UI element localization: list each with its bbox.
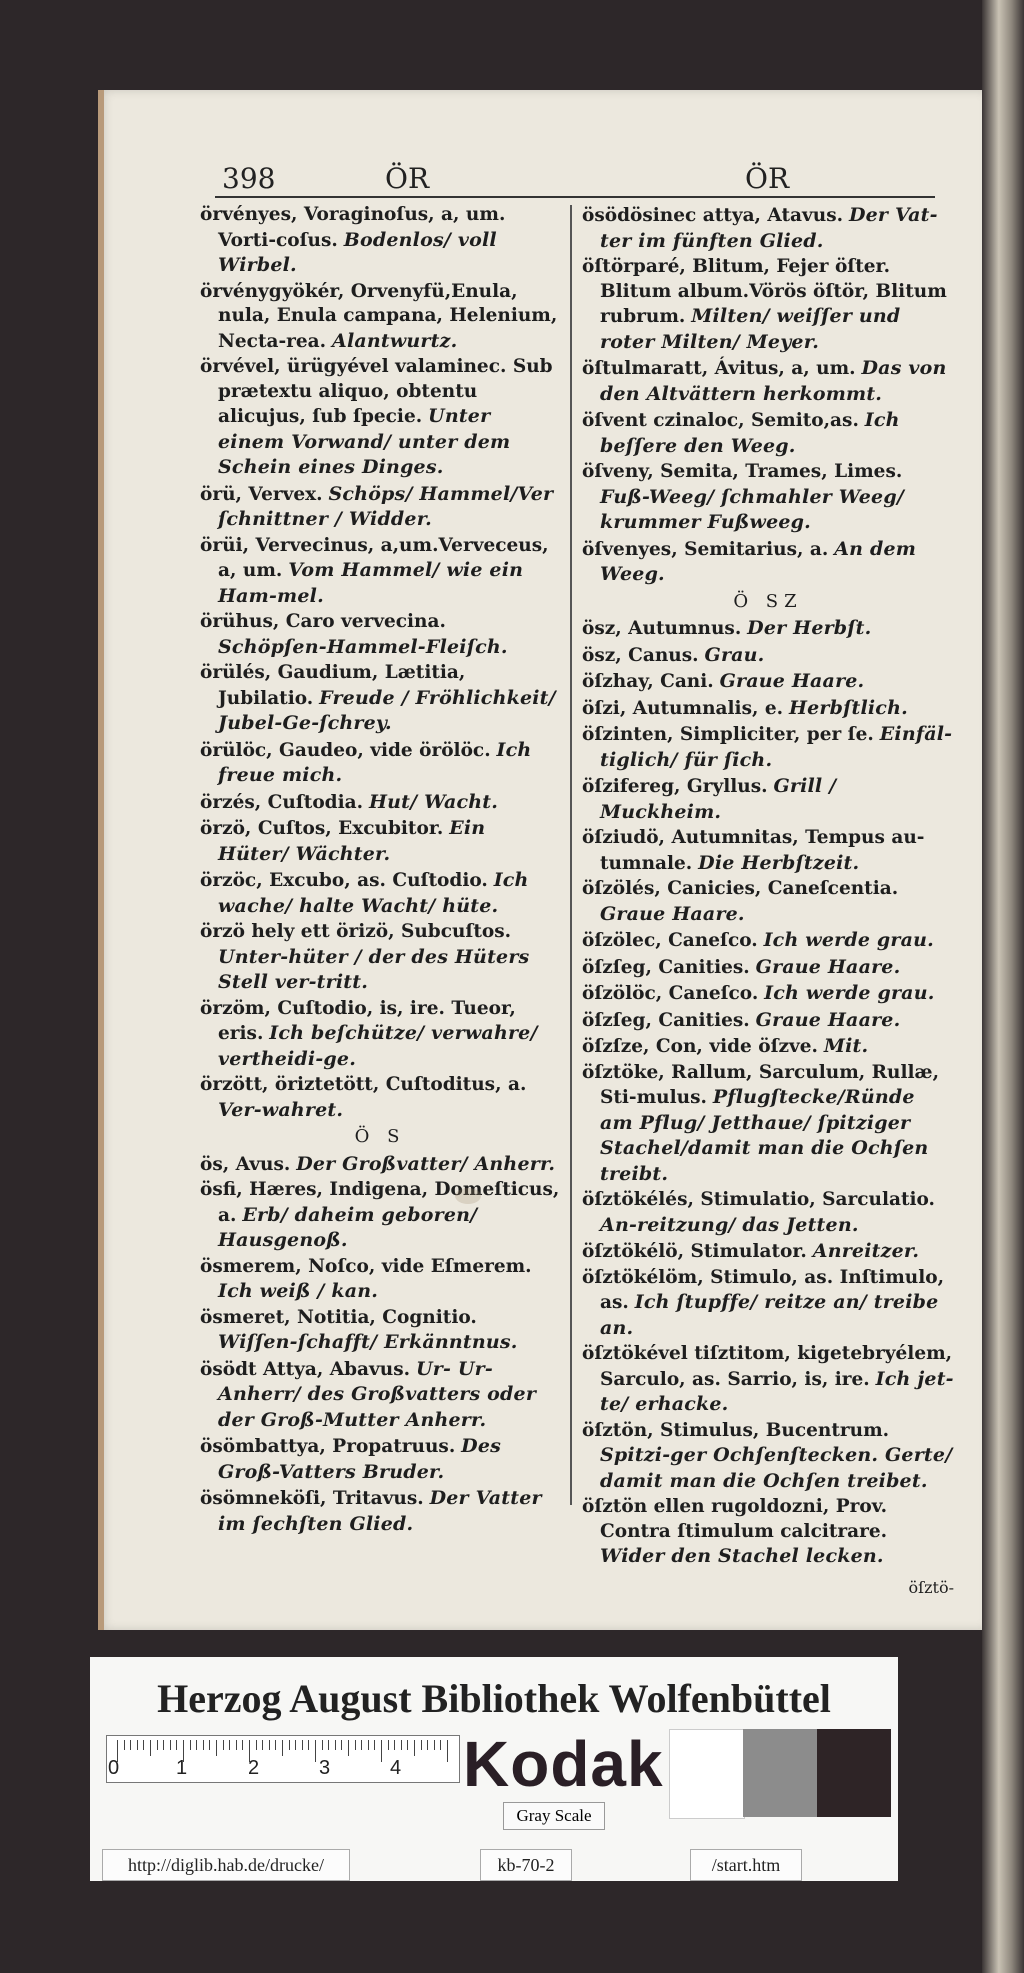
white-swatch	[669, 1729, 745, 1819]
entry-german-gloss: Grill / Muckheim.	[600, 775, 837, 823]
dictionary-entry	[582, 537, 954, 588]
ruler-tick	[295, 1740, 296, 1750]
ruler-tick	[157, 1740, 158, 1750]
entry-german-gloss: Schöpſen-Hammel-Fleiſch.	[218, 635, 508, 658]
url-mid-label: kb-70-2	[480, 1849, 572, 1881]
dictionary-entry	[200, 534, 560, 610]
entry-german-gloss: Freude / Fröhlichkeit/ Jubel-Ge-ſchrey.	[218, 686, 556, 734]
entry-german-gloss: Wider den Stachel lecken.	[600, 1545, 884, 1567]
ruler-tick	[163, 1740, 164, 1750]
entry-headword: ösömneköſi, Tritavus.	[200, 1488, 424, 1509]
dictionary-entry	[582, 1034, 954, 1060]
dictionary-entry	[582, 1342, 954, 1418]
ruler-tick	[381, 1740, 382, 1762]
page-binding-edge	[98, 90, 104, 1630]
entry-headword: ösfi, Hæres, Indigena, Domeſticus, a.	[200, 1179, 560, 1226]
entry-german-gloss: Bodenlos/ voll Wirbel.	[218, 228, 497, 276]
section-heading: Ö SZ	[733, 590, 803, 612]
entry-german-gloss: Herbſtlich.	[788, 696, 908, 719]
entry-headword: öſtörparé, Blitum, Fejer öſter. Blitum album.Vörös öſtör, Blitum rubrum.	[582, 256, 947, 327]
header-rule	[215, 196, 935, 198]
entry-german-gloss: Ich werde grau.	[763, 929, 934, 951]
entry-headword: öſvenyes, Semitarius, a.	[582, 538, 829, 560]
dictionary-entry	[200, 1152, 560, 1178]
entry-headword: ösömbattya, Propatruus.	[200, 1436, 456, 1457]
entry-headword: örühus, Caro vervecina.	[200, 611, 446, 632]
dictionary-entry	[200, 1486, 560, 1537]
entry-headword: öſzi, Autumnalis, e.	[582, 697, 784, 719]
ruler-tick	[170, 1740, 171, 1750]
entry-headword: ösz, Canus.	[582, 644, 699, 666]
ruler-tick	[262, 1740, 263, 1750]
entry-headword: örzött, öriztetött, Cuſtoditus, a.	[200, 1074, 527, 1095]
entry-headword: örülés, Gaudium, Lætitia, Jubilatio.	[200, 662, 466, 709]
black-swatch	[817, 1729, 891, 1817]
dictionary-entry	[582, 981, 954, 1007]
ruler-tick	[401, 1740, 402, 1750]
dictionary-entry	[200, 203, 560, 279]
ruler-tick	[315, 1740, 316, 1762]
dictionary-entry	[582, 1266, 954, 1342]
kodak-logo: Kodak	[463, 1728, 664, 1800]
entry-german-gloss: Ich beſſere den Weeg.	[600, 409, 900, 457]
ruler-tick	[203, 1740, 204, 1750]
entry-headword: örvével, ürügyével valaminec. Sub prætextu aliquo, obtentu alicujus, ſub ſpecie.	[200, 356, 553, 427]
entry-german-gloss: Wiſſen-ſchafft/ Erkänntnus.	[218, 1331, 518, 1353]
ruler-tick	[308, 1740, 309, 1750]
catchword: öſztö-	[908, 1577, 954, 1597]
entry-headword: öſziudö, Autumnitas, Tempus au-tumnale.	[582, 827, 925, 874]
ruler-tick	[130, 1740, 131, 1750]
entry-german-gloss: Der Vatter im ſechſten Glied.	[218, 1487, 542, 1535]
ruler-tick	[242, 1740, 243, 1750]
dictionary-entry	[582, 826, 954, 876]
dictionary-entry	[200, 1357, 560, 1434]
entry-headword: öſztöke, Rallum, Sarculum, Rullæ, Sti-mulus.	[582, 1061, 940, 1108]
dictionary-entry	[582, 203, 954, 254]
ruler-tick	[150, 1740, 151, 1756]
dictionary-entry	[200, 610, 560, 660]
ruler-tick	[361, 1740, 362, 1750]
section-heading: Ö S	[354, 1126, 406, 1147]
entry-headword: öſzſze, Con, vide öſzve.	[582, 1036, 819, 1057]
dictionary-entry	[582, 1008, 954, 1034]
ruler-tick	[328, 1740, 329, 1750]
dictionary-entry	[582, 722, 954, 773]
dictionary-entry	[200, 997, 560, 1073]
ruler-tick	[341, 1740, 342, 1750]
entry-headword: öſztökélés, Stimulatio, Sarculatio.	[582, 1189, 935, 1210]
entry-german-gloss: Ur- Ur-Anherr/ des Großvatters oder der Groß-Mutter Anherr.	[218, 1357, 537, 1431]
ruler-tick	[368, 1740, 369, 1750]
entry-german-gloss: Ich weiß / kan.	[218, 1280, 379, 1302]
entry-german-gloss: Einfäl-tiglich/ für ſich.	[600, 723, 953, 771]
ruler-tick	[374, 1740, 375, 1750]
entry-german-gloss: Unter einem Vorwand/ unter dem Schein eines Dinges.	[218, 405, 511, 478]
url-left-link[interactable]: http://diglib.hab.de/drucke/	[102, 1849, 350, 1881]
url-right-link[interactable]: /start.htm	[690, 1849, 802, 1881]
ruler-number: 0	[108, 1757, 120, 1779]
dictionary-entry	[582, 356, 954, 407]
dictionary-entry	[582, 1239, 954, 1265]
ruler-tick	[209, 1740, 210, 1750]
measurement-ruler	[106, 1735, 460, 1783]
ruler-tick	[282, 1740, 283, 1756]
dictionary-entry	[200, 280, 560, 355]
ruler-tick	[388, 1740, 389, 1750]
column-divider	[570, 205, 572, 1505]
entry-headword: örzöm, Cuſtodio, is, ire. Tueor, eris.	[200, 997, 516, 1044]
entry-german-gloss: Graue Haare.	[719, 670, 865, 692]
entry-german-gloss: Grau.	[704, 643, 765, 666]
entry-german-gloss: Graue Haare.	[600, 902, 745, 925]
dictionary-entry	[200, 1073, 560, 1123]
ruler-tick	[216, 1740, 217, 1756]
ruler-tick	[447, 1740, 448, 1762]
ruler-tick	[223, 1740, 224, 1750]
dictionary-entry	[200, 482, 560, 533]
ruler-tick	[322, 1740, 323, 1750]
dictionary-entry	[582, 696, 954, 722]
ruler-tick	[289, 1740, 290, 1750]
entry-german-gloss: Ver-wahret.	[218, 1098, 344, 1121]
ruler-tick	[176, 1740, 177, 1750]
entry-german-gloss: Alantwurtz.	[332, 329, 458, 352]
entry-german-gloss: Schöps/ Hammel/Ver ſchnittner / Widder.	[218, 482, 554, 530]
dictionary-entry	[200, 661, 560, 737]
entry-german-gloss: Vom Hammel/ wie ein Ham-mel.	[218, 559, 524, 607]
dictionary-entry	[200, 790, 560, 816]
gray-swatch	[743, 1729, 817, 1817]
gray-scale-label: Gray Scale	[503, 1802, 605, 1830]
entry-headword: örzö, Cuſtos, Excubitor.	[200, 818, 444, 839]
ruler-tick	[427, 1740, 428, 1750]
dictionary-entry	[200, 355, 560, 481]
entry-headword: öſztökélö, Stimulator.	[582, 1241, 807, 1262]
entry-german-gloss: Unter-hüter / der des Hüters Stell ver-tritt.	[218, 945, 530, 993]
ruler-tick	[143, 1740, 144, 1750]
entry-headword: örzöc, Excubo, as. Cuſtodio.	[200, 870, 488, 891]
entry-german-gloss: Erb/ daheim geboren/ Hausgenoß.	[218, 1203, 478, 1251]
entry-german-gloss: Die Herbſtzeit.	[698, 851, 860, 874]
entry-german-gloss: Ich beſchütze/ verwahre/ vertheidi-ge.	[218, 1022, 538, 1070]
dictionary-entry	[582, 955, 954, 981]
entry-headword: öſzſeg, Canities.	[582, 1009, 750, 1031]
dictionary-entry	[200, 1306, 560, 1356]
entry-german-gloss: Fuß-Weeg/ ſchmahler Weeg/ krummer Fußweeg.	[600, 485, 904, 533]
entry-headword: öſveny, Semita, Trames, Limes.	[582, 461, 903, 482]
left-running-head: ÖR	[385, 162, 430, 195]
entry-german-gloss: Ich ſtupffe/ reitze an/ treibe an.	[600, 1291, 939, 1339]
entry-german-gloss: Der Großvatter/ Anherr.	[296, 1152, 556, 1175]
ruler-tick	[414, 1740, 415, 1756]
entry-headword: örvénygyökér, Orvenyfü,Enula, nula, Enula campana, Helenium, Necta-rea.	[200, 280, 558, 352]
ruler-tick	[394, 1740, 395, 1750]
entry-headword: ös, Avus.	[200, 1153, 291, 1175]
entry-german-gloss: Ich freue mich.	[218, 738, 532, 786]
entry-german-gloss: Graue Haare.	[755, 955, 901, 978]
entry-german-gloss: Das von den Altvättern herkommt.	[600, 357, 947, 405]
dictionary-entry	[582, 1061, 954, 1188]
entry-headword: öſzölés, Canicies, Caneſcentia.	[582, 878, 899, 899]
entry-german-gloss: Ich jet-te/ erhacke.	[600, 1367, 954, 1415]
ruler-number: 2	[248, 1757, 260, 1779]
paper-stain	[455, 1188, 481, 1204]
entry-german-gloss: Hut/ Wacht.	[368, 790, 499, 813]
entry-headword: örzés, Cuſtodia.	[200, 791, 364, 813]
entry-headword: örü, Vervex.	[200, 483, 323, 505]
ruler-tick	[302, 1740, 303, 1750]
scan-target-card	[90, 1657, 898, 1881]
dictionary-entry	[582, 1495, 954, 1570]
dictionary-entry	[200, 1255, 560, 1305]
dictionary-entry	[582, 643, 954, 669]
entry-headword: öſzölöc, Caneſco.	[582, 983, 759, 1004]
dictionary-entry	[200, 868, 560, 919]
entry-headword: ösödösinec attya, Atavus.	[582, 205, 844, 226]
adjacent-page-edge	[982, 0, 1024, 1973]
dictionary-entry	[200, 738, 560, 789]
ruler-tick	[335, 1740, 336, 1750]
dictionary-entry	[582, 1419, 954, 1495]
entry-headword: öſvent czinaloc, Semito,as.	[582, 410, 859, 431]
left-dictionary-column	[200, 203, 560, 1538]
entry-headword: öſtulmaratt, Ávitus, a, um.	[582, 358, 856, 379]
ruler-tick	[269, 1740, 270, 1750]
entry-german-gloss: Der Herbſt.	[747, 617, 872, 639]
entry-headword: öſzhay, Cani.	[582, 671, 714, 692]
entry-german-gloss: Milten/ weiſſer und roter Milten/ Meyer.	[600, 305, 901, 353]
ruler-tick	[421, 1740, 422, 1750]
entry-german-gloss: Pflugſtecke/Ründe am Pflug/ Jetthaue/ ſpitziger Stachel/damit man die Ochſen treibt.	[600, 1086, 929, 1185]
entry-headword: öſzifereg, Gryllus.	[582, 776, 768, 797]
entry-german-gloss: Graue Haare.	[755, 1008, 901, 1031]
entry-headword: öſztön, Stimulus, Bucentrum.	[582, 1419, 890, 1441]
entry-headword: örüi, Vervecinus, a,um.Verveceus, a, um.	[200, 534, 549, 581]
dictionary-entry	[582, 408, 954, 459]
entry-german-gloss: An-reitzung/ das Jetten.	[600, 1213, 859, 1236]
entry-headword: öſzſeg, Canities.	[582, 956, 750, 978]
ruler-tick	[434, 1740, 435, 1750]
ruler-tick	[137, 1740, 138, 1750]
entry-headword: ösmeret, Notitia, Cognitio.	[200, 1306, 477, 1328]
dictionary-entry	[582, 255, 954, 355]
entry-german-gloss: Des Groß-Vatters Bruder.	[218, 1435, 502, 1483]
ruler-tick	[256, 1740, 257, 1750]
dictionary-entry	[582, 616, 954, 642]
dictionary-entry	[200, 1434, 560, 1485]
page-number: 398	[222, 162, 276, 195]
entry-german-gloss: Ein Hüter/ Wächter.	[218, 817, 486, 865]
entry-german-gloss: Mit.	[823, 1035, 869, 1057]
entry-headword: öſztön ellen rugoldozni, Prov. Contra ſtimulum calcitrare.	[582, 1496, 888, 1542]
ruler-number: 4	[390, 1757, 402, 1779]
entry-headword: öſzinten, Simpliciter, per ſe.	[582, 724, 874, 745]
ruler-number: 1	[176, 1757, 188, 1779]
right-dictionary-column	[582, 203, 954, 1600]
ruler-tick	[355, 1740, 356, 1750]
ruler-tick	[229, 1740, 230, 1750]
dictionary-entry	[582, 1188, 954, 1238]
dictionary-entry	[582, 460, 954, 536]
dictionary-entry	[582, 669, 954, 695]
entry-german-gloss: Der Vat-ter im fünften Glied.	[600, 204, 938, 252]
dictionary-entry	[200, 816, 560, 867]
dictionary-entry	[200, 1178, 560, 1254]
entry-german-gloss: Spitzi-ger Ochſenſtecken. Gerte/ damit man die Ochſen treibet.	[600, 1444, 953, 1492]
ruler-tick	[236, 1740, 237, 1750]
entry-german-gloss: Anreitzer.	[812, 1240, 920, 1262]
ruler-tick	[440, 1740, 441, 1750]
entry-german-gloss: An dem Weeg.	[600, 537, 917, 585]
ruler-tick	[348, 1740, 349, 1756]
entry-headword: ösödt Attya, Abavus.	[200, 1358, 411, 1380]
ruler-tick	[124, 1740, 125, 1750]
library-name: Herzog August Bibliothek Wolfenbüttel	[157, 1676, 831, 1721]
entry-german-gloss: Ich werde grau.	[764, 982, 935, 1004]
dictionary-entry	[582, 928, 954, 954]
entry-headword: örzö hely ett örizö, Subcuſtos.	[200, 921, 512, 942]
right-running-head: ÖR	[745, 162, 790, 195]
entry-headword: örvényes, Voraginoſus, a, um. Vorti-coſus.	[200, 204, 506, 251]
dictionary-entry	[582, 774, 954, 825]
ruler-tick	[190, 1740, 191, 1750]
entry-headword: öſztökélöm, Stimulo, as. Inſtimulo, as.	[582, 1266, 945, 1313]
entry-german-gloss: Ich wache/ halte Wacht/ hüte.	[218, 869, 529, 917]
entry-headword: ösmerem, Noſco, vide Eſmerem.	[200, 1255, 532, 1277]
ruler-tick	[196, 1740, 197, 1750]
entry-headword: ösz, Autumnus.	[582, 618, 742, 639]
entry-headword: öſzölec, Caneſco.	[582, 930, 758, 951]
ruler-number: 3	[319, 1757, 331, 1779]
entry-headword: öſztökével tiſztitom, kigetebryélem, Sarculo, as. Sarrio, is, ire.	[582, 1343, 953, 1390]
dictionary-entry	[582, 877, 954, 927]
entry-headword: örülöc, Gaudeo, vide örölöc.	[200, 739, 491, 761]
dictionary-entry	[200, 920, 560, 996]
ruler-tick	[407, 1740, 408, 1750]
ruler-tick	[275, 1740, 276, 1750]
